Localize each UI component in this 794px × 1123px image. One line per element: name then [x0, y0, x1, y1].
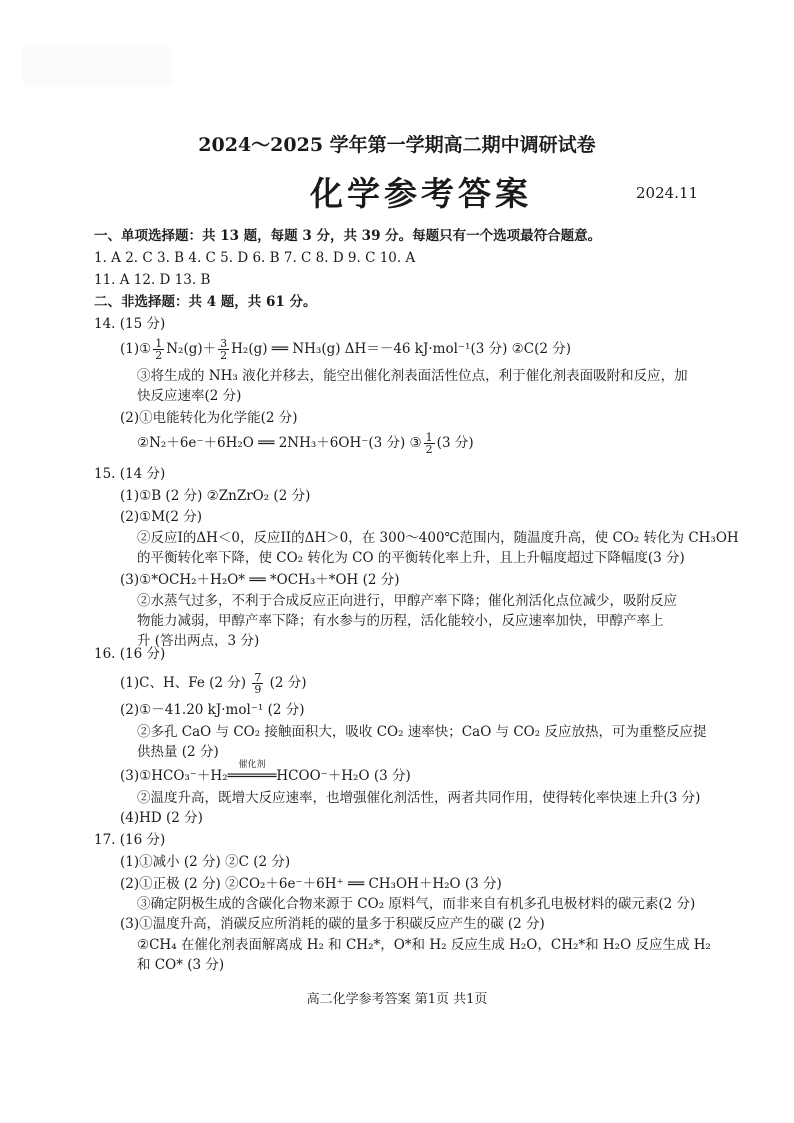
q17-3-1: (3)①温度升高，消碳反应所消耗的碳的量多于积碳反应产生的碳 (2 分) [120, 916, 545, 932]
q14-2-1: (2)①电能转化为化学能(2 分) [120, 410, 298, 426]
q17-3-2-cont: 和 CO* (3 分) [137, 957, 225, 973]
date-label: 2024.11 [636, 184, 699, 202]
q14-heading: 14. (15 分) [94, 316, 166, 332]
q17-3-2: ②CH₄ 在催化剂表面解离成 H₂ 和 CH₂*，O*和 H₂ 反应生成 H₂O，CH₂*和 H₂O 反应生成 H₂ [137, 937, 711, 953]
q16-3-1: (3)①HCO₃⁻＋H₂ 催化剂 ══════HCOO⁻＋H₂O (3 分) [120, 760, 411, 784]
q16-2-2: ②多孔 CaO 与 CO₂ 接触面积大，吸收 CO₂ 速率快；CaO 与 CO₂ 反应放热，可为重整反应提 [137, 724, 707, 740]
fraction-seven-ninths: $\frac{7}{9}$ [254, 671, 262, 696]
q16-2-2-cont: 供热量 (2 分) [137, 744, 219, 760]
q15-2-1: (2)①M(2 分) [120, 509, 202, 525]
q16-heading: 16. (16 分) [94, 646, 166, 662]
q16-3-2: ②温度升高，既增大反应速率，也增强催化剂活性，两者共同作用，使得转化率快速上升(3 分) [137, 790, 701, 806]
q14-1-rest: H₂(g) ══ NH₃(g) ΔH＝－46 kJ·mol⁻¹(3 分) ②C(2 分) [231, 341, 572, 357]
q15-3-2-end: 升 (答出两点，3 分) [137, 633, 260, 649]
q14-1-prefix: (1)① [120, 341, 152, 357]
fraction-three-halves: $\frac{3}{2}$ [220, 337, 228, 362]
q17-heading: 17. (16 分) [94, 832, 166, 848]
section-2-heading: 二、非选择题：共 4 题，共 61 分。 [94, 294, 317, 310]
q17-1: (1)①减小 (2 分) ②C (2 分) [120, 854, 291, 870]
catalyst-arrow: 催化剂 ══════ [227, 760, 277, 784]
q17-2: (2)①正极 (2 分) ②CO₂＋6e⁻＋6H⁺ ══ CH₃OH＋H₂O (3 分) [120, 876, 502, 892]
q16-4: (4)HD (2 分) [120, 810, 203, 826]
answer-row-1: 1. A 2. C 3. B 4. C 5. D 6. B 7. C 8. D 9. C 10. A [94, 250, 416, 266]
page-footer: 高二化学参考答案 第1页 共1页 [306, 992, 488, 1007]
fraction-half-2: $\frac{1}{2}$ [425, 431, 433, 456]
q15-1: (1)①B (2 分) ②ZnZrO₂ (2 分) [120, 488, 311, 504]
scan-smudge [22, 44, 172, 86]
q15-2-2-cont: 的平衡转化率下降，使 CO₂ 转化为 CO 的平衡转化率上升，且上升幅度超过下降幅度(3 分) [137, 550, 685, 566]
q14-1-3-text: ③将生成的 NH₃ 液化并移去，能空出催化剂表面活性位点，利于催化剂表面吸附和反应，加 [137, 368, 688, 384]
fraction-half: $\frac{1}{2}$ [155, 337, 163, 362]
q15-3-2-cont: 物能力减弱，甲醇产率下降；有水参与的历程，活化能较小，反应速率加快，甲醇产率上 [137, 613, 664, 629]
page-title: 2024～2025 学年第一学期高二期中调研试卷 [198, 134, 596, 156]
q17-2-3: ③确定阴极生成的含碳化合物来源于 CO₂ 原料气，而非来自有机多孔电极材料的碳元素(2 分) [137, 896, 696, 912]
q14-1-3-cont: 快反应速率(2 分) [137, 388, 242, 404]
q15-heading: 15. (14 分) [94, 466, 166, 482]
q16-1: (1)C、H、Fe (2 分) $\frac{7}{9}$ (2 分) [120, 671, 307, 696]
q14-2-2: ②N₂＋6e⁻＋6H₂O ══ 2NH₃＋6OH⁻(3 分) ③ $\frac{1}{2}$ (3 分) [137, 431, 474, 456]
q14-1-equation [120, 338, 571, 361]
q16-2-1: (2)①－41.20 kJ·mol⁻¹ (2 分) [120, 702, 305, 718]
section-1-heading: 一、单项选择题：共 13 题，每题 3 分，共 39 分。每题只有一个选项最符合题意。 [94, 228, 602, 244]
answer-row-2: 11. A 12. D 13. B [94, 272, 211, 288]
q15-3-2: ②水蒸气过多，不利于合成反应正向进行，甲醇产率下降；催化剂活化点位减少，吸附反应 [137, 593, 677, 609]
q15-2-2: ②反应I的ΔH＜0，反应II的ΔH＞0，在 300～400℃范围内，随温度升高，使 CO₂ 转化为 CH₃OH [137, 530, 739, 546]
q15-3-1: (3)①*OCH₂＋H₂O* ══ *OCH₃＋*OH (2 分) [120, 572, 400, 588]
q14-1-n2: N₂(g)＋ [166, 341, 217, 357]
page-subtitle: 化学参考答案 [310, 174, 532, 213]
